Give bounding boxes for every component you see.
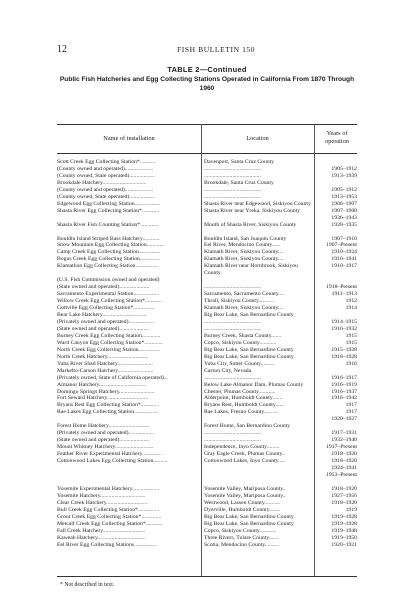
location-cell: Yosemite Valley, Mariposa County.. <box>204 485 286 492</box>
installation-name-cell: Bull Creek Egg Collecting Station*............... <box>57 506 160 513</box>
years-cell: 1913–1939 <box>331 172 357 179</box>
location-cell: Bouldin Island, San Joaquin County <box>204 235 287 242</box>
years-cell: 1919–1950 <box>331 534 357 541</box>
table-top-rule <box>57 124 357 125</box>
years-cell <box>314 159 357 166</box>
table-row <box>57 256 357 263</box>
table-row <box>57 347 357 354</box>
location-cell: Klamath River, Siskiyou County.... <box>204 256 284 263</box>
installation-name-cell: Kaweah Hatchery.................................. <box>57 534 146 541</box>
years-cell: 1914 <box>345 305 357 312</box>
table-row <box>57 382 357 389</box>
running-head <box>57 44 357 56</box>
table-row <box>57 430 357 437</box>
table-row <box>57 423 357 430</box>
location-cell: Scotia, Mendocino County.......... <box>204 541 279 548</box>
location-cell: Davenport, Santa Cruz County <box>204 159 275 165</box>
table-row <box>57 375 357 382</box>
table-row <box>57 486 357 493</box>
table-row <box>57 284 357 291</box>
years-cell: 1912 <box>345 298 357 305</box>
location-cell: Alderpoint, Humboldt County....... <box>204 395 283 402</box>
column-header-name: Name of installation <box>103 135 155 142</box>
installation-name-cell: Gottville Egg Collecting Station*............... <box>57 305 155 312</box>
years-cell: 1911–1913 <box>331 291 357 298</box>
years-cell: 1910–1924 <box>331 249 357 256</box>
installation-name-cell: Grout Creek Egg Collecting Station*.............. <box>57 513 162 520</box>
years-cell: 1916–1937 <box>331 388 357 395</box>
installation-name-cell: Scott Creek Egg Collecting Station*........... <box>57 159 156 165</box>
table-row <box>57 507 357 514</box>
years-cell: 1915–1928 <box>331 346 357 353</box>
location-cell: Big Bear Lake, San Bernardino County <box>204 353 294 360</box>
table-title-block <box>57 65 357 94</box>
location-cell: Copco, Siskiyou County............ <box>204 339 277 346</box>
installation-name-cell: (Privately owned and operated).................. <box>57 430 155 437</box>
years-cell: 1915 <box>345 332 357 339</box>
years-cell <box>314 312 357 319</box>
table-row <box>57 528 357 535</box>
location-cell: Klamath River, Siskiyou County.... <box>204 249 284 256</box>
years-cell: 1919–1948 <box>331 527 357 534</box>
table-body <box>57 159 357 548</box>
table-row <box>57 173 357 180</box>
table-row <box>57 159 357 166</box>
installation-name-cell: Yuba River Shad Hatchery......................... <box>57 360 153 367</box>
table-row <box>57 409 357 423</box>
table-bottom-rule <box>57 576 357 577</box>
years-cell: 1907–1910 <box>331 235 357 242</box>
years-cell: 1918–Present <box>326 284 357 291</box>
table-row <box>57 437 357 444</box>
location-cell: ........................................ <box>204 193 261 200</box>
table-row <box>57 222 357 229</box>
table-row <box>57 458 357 479</box>
table-row <box>57 201 357 208</box>
group-spacer <box>57 479 357 486</box>
years-cell: 1916–1932 <box>331 325 357 332</box>
table-row <box>57 249 357 256</box>
years-cell: 1916–1942 <box>331 395 357 402</box>
installation-name-cell: Almanor Hatchery................................. <box>57 381 147 388</box>
location-cell: Burney Creek, Shasta County....... <box>204 332 282 339</box>
location-cell: Gray Eagle Creek, Plumas County.. <box>204 451 285 458</box>
location-cell: Chester, Plumas County............ <box>204 388 276 395</box>
installation-name-cell: Cottonwood Lakes Egg Collecting Station.......... <box>57 458 168 465</box>
bulletin-title: FISH BULLETIN 150 <box>177 45 256 54</box>
years-cell: 1917 <box>345 402 357 409</box>
years-cell: 1905–1912 <box>331 165 357 172</box>
years-cell: 1918–1920 <box>331 499 357 506</box>
group-spacer <box>57 229 357 236</box>
installation-name-cell: Forest Home Hatchery............................. <box>57 423 150 430</box>
table-row <box>57 514 357 521</box>
location-cell: Shasta River near Yreka, Siskiyou County <box>204 207 301 214</box>
installation-name-cell: (State owned and operated)..................... <box>57 437 150 444</box>
years-cell: 1919 <box>345 506 357 513</box>
location-cell: ........................................ <box>204 165 261 172</box>
years-cell: 1916–1919 <box>331 381 357 388</box>
years-cell: 1916–1917 <box>331 374 357 381</box>
table-row <box>57 340 357 347</box>
location-cell: Yosemite Valley, Mariposa County.. <box>204 492 286 499</box>
years-cell: 1918–1920 <box>331 485 357 492</box>
years-cell <box>314 423 357 430</box>
years-cell: 1907–Present <box>326 242 357 249</box>
location-cell: ........................................ <box>204 318 261 325</box>
installation-name-cell: (County owned and operated).................... <box>57 165 154 172</box>
installation-name-cell: Bear Lake Hatchery............................... <box>57 312 147 319</box>
installation-name-cell: Yosemite Experimental Hatchery................... <box>57 485 160 492</box>
installation-name-cell: Burney Creek Egg Collecting Station............. <box>57 332 161 339</box>
location-cell: ........................................ <box>204 172 261 179</box>
installation-name-cell: (County owned, State operated).................. <box>57 172 155 179</box>
table-row <box>57 298 357 305</box>
table-row <box>57 187 357 194</box>
installation-name-cell: North Creek Egg Collecting Station............... <box>57 346 160 353</box>
location-cell: ........................................ <box>204 284 261 291</box>
years-cell <box>314 368 357 375</box>
years-cell <box>314 277 357 284</box>
location-cell: Brookdale, Santa Cruz County <box>204 179 274 186</box>
location-cell: Bryans Rest, Humboldt County...... <box>204 402 284 409</box>
installation-name-cell: Camp Creek Egg Collecting Station............... <box>57 249 161 256</box>
installation-name-cell: Clear Creek Hatchery............................. <box>57 499 148 506</box>
installation-name-cell: North Creek Hatchery............................. <box>57 353 149 360</box>
location-cell: Dyerville, Humboldt County........ <box>204 506 281 513</box>
installation-name-cell: (State owned and operated)..................... <box>57 284 150 291</box>
location-cell: ........................................ <box>204 325 261 332</box>
years-cell: 1919–1928 <box>331 513 357 520</box>
years-cell: 1917–1931 <box>331 430 357 437</box>
installation-name-cell: Sacramento Experimental Station.................. <box>57 291 160 298</box>
installation-name-cell: (County owned, State operated).................. <box>57 193 155 200</box>
table-row <box>57 263 357 277</box>
location-cell: ........................................ <box>204 374 261 381</box>
table-row <box>57 395 357 402</box>
years-cell: 1914–1915 <box>331 318 357 325</box>
table-row <box>57 444 357 451</box>
years-cell <box>314 180 357 187</box>
table-row <box>57 368 357 375</box>
installation-name-cell: Metcalf Creek Egg Collecting Station*............ <box>57 520 163 527</box>
years-cell: 1920–1921 <box>331 541 357 548</box>
header-bottom-rule <box>57 153 357 154</box>
table-row <box>57 319 357 326</box>
installation-name-cell: Edgewood Egg Collecting Station.................. <box>57 200 161 207</box>
location-cell: Forest Home, San Bernardino County <box>204 423 291 430</box>
location-cell: Below Lake Almanor Dam, Plumas County <box>204 381 304 388</box>
table-row <box>57 236 357 243</box>
table-row <box>57 208 357 222</box>
table-title: TABLE 2—Continued <box>167 65 247 74</box>
table-row <box>57 194 357 201</box>
installation-name-cell: Eel River Egg Collecting Stations................ <box>57 541 157 548</box>
installation-name-cell: Yosemite Hatchery................................ <box>57 492 146 499</box>
table-row <box>57 389 357 396</box>
location-cell: Big Bear Lake, San Bernardino County <box>204 513 294 520</box>
installation-name-cell: Willow Creek Egg Collecting Station*............ <box>57 298 162 305</box>
years-cell: 1932–1940 <box>331 437 357 444</box>
location-cell: Copco, Siskiyou County............ <box>204 527 277 534</box>
installation-name-cell: Ward Canyon Egg Collecting Station*............. <box>57 339 163 346</box>
years-cell: 1918–1920 1924–1941 1953–Present <box>326 458 357 478</box>
table-row <box>57 291 357 298</box>
installation-name-cell: Markelto-Carson Hatchery......................... <box>57 367 154 374</box>
years-cell: 1919–1928 <box>331 520 357 527</box>
years-cell: 1913–1953 <box>331 193 357 200</box>
location-cell: Eel River, Mendocino County...... <box>204 242 281 249</box>
location-cell: Big Bear Lake, San Bernardino County <box>204 346 294 353</box>
location-cell: ........................................ <box>204 430 261 437</box>
table-row <box>57 361 357 368</box>
years-cell: 1915 <box>345 339 357 346</box>
installation-name-cell: Shasta River Fish Counting Station*............. <box>57 221 159 228</box>
installation-name-cell: Bouldin Island Striped Bass Hatchery............ <box>57 235 160 242</box>
table-subtitle: Public Fish Hatcheries and Egg Collecting Stations Operated in California From 1870 Through 1960 <box>59 75 355 92</box>
table-row <box>57 312 357 319</box>
table-row <box>57 451 357 458</box>
table-row <box>57 180 357 187</box>
location-cell: Westwood, Lassen County........... <box>204 499 280 506</box>
page-number: 12 <box>57 44 67 55</box>
installation-name-cell: Brookdale Hatchery............................... <box>57 179 147 186</box>
location-cell: Klamath River, Siskiyou County.... <box>204 305 284 312</box>
location-cell: Big Bear Lake, San Bernardino County <box>204 312 294 319</box>
table-row <box>57 493 357 500</box>
table-row <box>57 500 357 507</box>
table-row <box>57 277 357 284</box>
location-cell: Rae Lakes, Fresno County.......... <box>204 409 279 416</box>
table-row <box>57 521 357 528</box>
location-cell <box>201 277 314 284</box>
installation-name-cell: (U.S. Fish Commission owned and operated) <box>57 277 160 284</box>
installation-name-cell: Bryans Rest Egg Collecting Station*............. <box>57 402 160 409</box>
table-row <box>57 402 357 409</box>
installation-name-cell: (Privately owned and operated).................. <box>57 318 155 325</box>
location-cell: Klamath River near Hornbrook, Siskiyou County <box>204 263 298 277</box>
location-cell: Carson City, Nevada <box>204 367 252 374</box>
installation-name-cell: Shasta River Egg Collecting Station*............ <box>57 207 160 214</box>
installation-name-cell: (County owned and operated).................... <box>57 186 154 193</box>
location-cell: Thrall, Siskiyou County........... <box>204 298 275 305</box>
years-cell: 1917–Present <box>326 444 357 451</box>
table-row <box>57 242 357 249</box>
location-cell: ........................................ <box>204 437 261 444</box>
years-cell: 1905–1912 <box>331 186 357 193</box>
location-cell: Three Rivers, Tulare County....... <box>204 534 279 541</box>
installation-name-cell: Fort Seward Hatchery............................. <box>57 395 149 402</box>
footnote: * Not described in text. <box>60 582 115 588</box>
table-row <box>57 166 357 173</box>
location-cell: Shasta River near Edgewood, Siskiyou County <box>204 200 311 207</box>
column-header-years: Years of operation <box>325 130 349 145</box>
installation-name-cell: Feather River Experimental Hatchery.............. <box>57 451 162 458</box>
table-row <box>57 305 357 312</box>
years-cell: 1918–1928 <box>331 353 357 360</box>
table-row <box>57 354 357 361</box>
installation-name-cell: Mount Whitney Hatchery........................... <box>57 444 154 451</box>
installation-name-cell: (State owned and operated)..................... <box>57 325 150 332</box>
location-cell: Mouth of Shasta River, Siskiyou County <box>204 221 297 228</box>
installation-name-cell: Bogus Creek Egg Collecting Station.............. <box>57 256 160 263</box>
table-row <box>57 535 357 542</box>
column-header-location: Location <box>246 135 269 142</box>
years-cell: 1916 <box>345 360 357 367</box>
table-row <box>57 542 357 549</box>
years-cell: 1910–1941 <box>331 256 357 263</box>
years-cell: 1917 1920–1927 <box>331 409 357 423</box>
location-cell: ........................................ <box>204 186 261 193</box>
installation-name-cell: Domingo Springs Hatchery......................... <box>57 388 155 395</box>
installation-name-cell: Snow Mountain Egg Collecting Station............ <box>57 242 164 249</box>
years-cell: 1906–1907 <box>331 200 357 207</box>
years-cell: 1927–1956 <box>331 492 357 499</box>
installation-name-cell: (Privately owned, State of California operated)... <box>57 374 169 381</box>
location-cell: Cottonwood Lakes, Inyo County..... <box>204 458 286 465</box>
years-cell: 1907–1908 1936–1943 <box>331 207 357 221</box>
location-cell: Sacramento, Sacramento County.... <box>204 291 285 298</box>
table-row <box>57 326 357 333</box>
table-row <box>57 333 357 340</box>
installation-name-cell: Fall Creek Hatchery.............................. <box>57 527 146 534</box>
years-cell: 1910–1917 <box>331 263 357 270</box>
installation-name-cell: Rae Lakes Egg Collecting Station................. <box>57 409 159 416</box>
location-cell: Yuba City, Sutter County.......... <box>204 360 275 367</box>
years-cell: 1928–1935 <box>331 221 357 228</box>
location-cell: Independence, Inyo County......... <box>204 444 280 451</box>
years-cell: 1918–1920 <box>331 451 357 458</box>
installation-name-cell: Klamathon Egg Collecting Station................ <box>57 263 159 270</box>
location-cell: Big Bear Lake, San Bernardino County <box>204 520 294 527</box>
